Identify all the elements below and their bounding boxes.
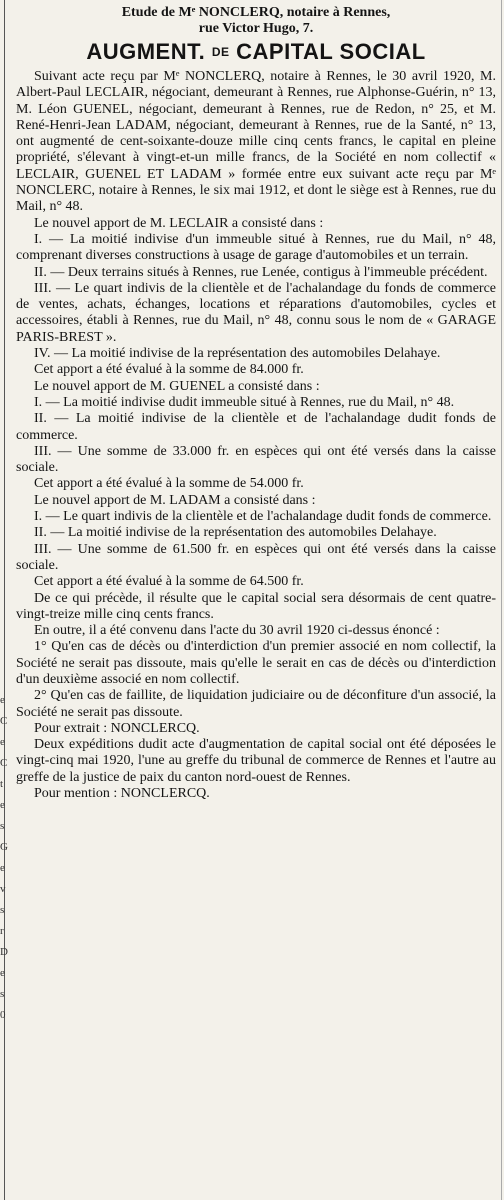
paragraph: IV. — La moitié indivise de la représentation des automobiles Delahaye.	[34, 346, 441, 362]
left-margin-fragments	[0, 690, 12, 1026]
paragraph: I. — Le quart indivis de la clientèle et de l'achalandage dudit fonds de commerce.	[34, 509, 492, 525]
title-part-b: CAPITAL SOCIAL	[236, 39, 426, 64]
article-column	[16, 5, 496, 802]
margin-glyph: C	[0, 757, 8, 769]
paragraph: Cet apport a été évalué à la somme de 84.000 fr.	[34, 362, 304, 378]
paragraph: Cet apport a été évalué à la somme de 64.500 fr.	[34, 574, 304, 590]
paragraph: II. — La moitié indivise de la représentation des automobiles Delahaye.	[34, 525, 437, 541]
margin-glyph: r	[0, 925, 4, 937]
paragraph: Suivant acte reçu par Mᵉ NONCLERQ, notaire à Rennes, le 30 avril 1920, M. Albert-Paul LECLAIR, négociant, demeurant à Rennes, rue Alphonse-Guérin, n° 13, M. Léon GUENEL, négociant, demeurant à Rennes, rue de Redon, n° 25, et M. René-Henri-Jean LADAM, négociant, demeurant à Rennes, rue de la Santé, n° 13, ont augmenté de cent-soixante-douze mille cinq cents francs, le capital en pleine propriété, s'élevant à vingt-et-un mille francs, de la Société en nom collectif « LECLAIR, GUENEL ET LADAM » formée entre eux suivant acte reçu par Mᵉ NONCLERC, notaire à Rennes, le six mai 1912, et dont le siège est à Rennes, rue du Mail, n° 48.	[16, 69, 496, 215]
margin-glyph: e	[0, 694, 5, 706]
paragraph: Pour mention : NONCLERCQ.	[34, 786, 210, 802]
paragraph: II. — La moitié indivise de la clientèle et de l'achalandage dudit fonds de commerce.	[16, 411, 496, 443]
margin-glyph: s	[0, 820, 5, 832]
column-rule-right	[501, 0, 502, 1200]
margin-glyph: e	[0, 799, 5, 811]
article-title	[16, 39, 496, 65]
margin-glyph: s	[0, 988, 5, 1000]
paragraph: Deux expéditions dudit acte d'augmentation de capital social ont été déposées le vingt-cinq mai 1920, l'une au greffe du tribunal de commerce de Rennes et l'autre au greffe de la justice de paix du canton nord-ouest de Rennes.	[16, 737, 496, 785]
paragraph: Le nouvel apport de M. LADAM a consisté dans :	[34, 492, 316, 508]
paragraph: Le nouvel apport de M. LECLAIR a consisté dans :	[34, 215, 324, 231]
notary-header-line2: rue Victor Hugo, 7.	[198, 21, 314, 36]
margin-glyph: e	[0, 967, 5, 979]
paragraph: III. — Une somme de 33.000 fr. en espèces qui ont été versés dans la caisse sociale.	[16, 443, 496, 476]
margin-glyph: v	[0, 883, 6, 895]
article-body	[16, 69, 496, 802]
paragraph: I. — La moitié indivise dudit immeuble situé à Rennes, rue du Mail, n° 48.	[34, 394, 455, 410]
paragraph: En outre, il a été convenu dans l'acte du 30 avril 1920 ci-dessus énoncé :	[34, 623, 440, 639]
paragraph: II. — Deux terrains situés à Rennes, rue Lenée, contigus à l'immeuble précédent.	[34, 264, 488, 280]
title-superscript: DE	[211, 45, 230, 59]
paragraph: De ce qui précède, il résulte que le capital social sera désormais de cent quatre-vingt-treize mille cinq cents francs.	[16, 590, 496, 622]
paragraph: Le nouvel apport de M. GUENEL a consisté dans :	[34, 378, 320, 394]
margin-glyph: e	[0, 736, 5, 748]
paragraph: III. — Une somme de 61.500 fr. en espèces qui ont été versés dans la caisse sociale.	[16, 541, 496, 573]
margin-glyph: C	[0, 715, 8, 727]
margin-glyph: D	[0, 946, 8, 958]
paragraph: III. — Le quart indivis de la clientèle et de l'achalandage du fonds de commerce de ventes, achats, échanges, locations et réparations d'automobiles, cycles et accessoires, établi à Rennes, rue du Mail, n° 48, connu sous le nom de « GARAGE PARIS-BREST ».	[16, 280, 496, 345]
title-part-a: AUGMENT.	[86, 39, 206, 64]
paragraph: 1° Qu'en cas de décès ou d'interdiction d'un premier associé en nom collectif, la Société ne serait pas dissoute, mais qu'elle le serait en cas de décès ou d'interdiction d'un deuxième associé en nom collectif.	[16, 639, 496, 687]
margin-glyph: s	[0, 904, 5, 916]
margin-glyph: 0	[0, 1009, 6, 1021]
margin-glyph: t	[0, 778, 4, 790]
margin-glyph: G	[0, 841, 8, 853]
paragraph: 2° Qu'en cas de faillite, de liquidation judiciaire ou de déconfiture d'un associé, la Société ne serait pas dissoute.	[16, 688, 496, 720]
paragraph: I. — La moitié indivise d'un immeuble situé à Rennes, rue du Mail, n° 48, comprenant diverses constructions à usage de garage d'automobiles et un terrain.	[16, 231, 496, 264]
margin-glyph: e	[0, 862, 5, 874]
paragraph: Pour extrait : NONCLERCQ.	[34, 720, 200, 736]
paragraph: Cet apport a été évalué à la somme de 54.000 fr.	[34, 476, 304, 492]
notary-header-line1: Etude de Mᵉ NONCLERQ, notaire à Rennes,	[121, 5, 391, 20]
